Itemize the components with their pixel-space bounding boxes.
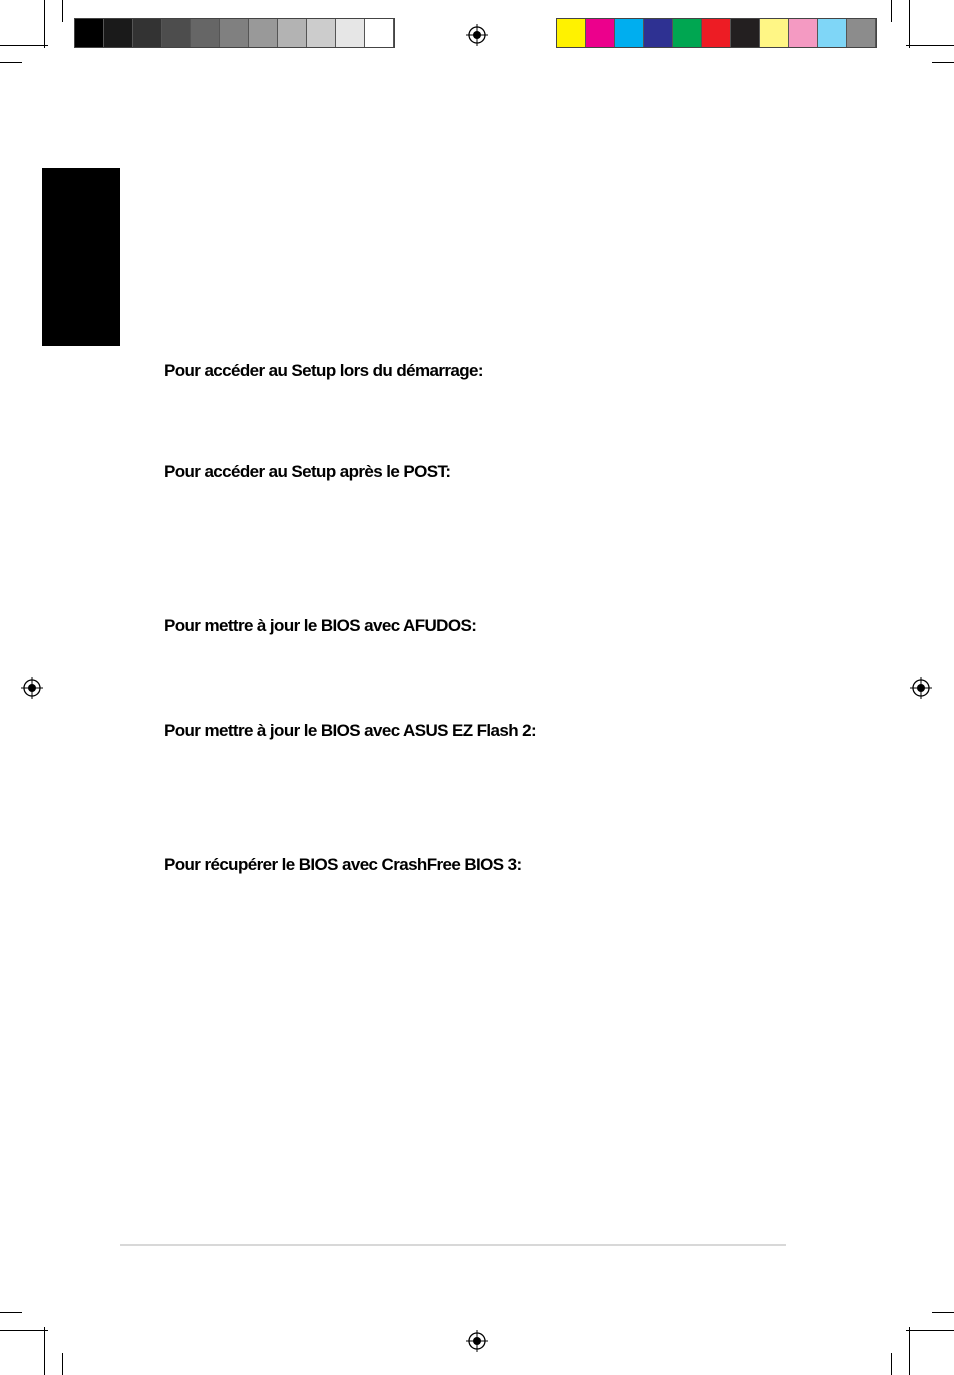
- crop-mark: [0, 1330, 48, 1331]
- crop-mark: [0, 45, 48, 46]
- color-swatch: [365, 19, 394, 47]
- heading-recover-bios-crashfree: Pour récupérer le BIOS avec CrashFree BIOS 3:: [164, 855, 522, 874]
- crop-mark: [0, 62, 22, 63]
- registration-mark-icon: [21, 677, 43, 699]
- color-swatch: [278, 19, 307, 47]
- crop-mark: [44, 0, 45, 48]
- footer-rule: [120, 1244, 786, 1246]
- color-swatch: [673, 19, 702, 47]
- color-swatch: [191, 19, 220, 47]
- crop-mark: [891, 1353, 892, 1375]
- color-swatch: [731, 19, 760, 47]
- registration-mark-icon: [466, 24, 488, 46]
- color-swatch: [133, 19, 162, 47]
- color-swatch: [104, 19, 133, 47]
- color-swatch: [615, 19, 644, 47]
- color-swatch: [644, 19, 673, 47]
- color-swatch: [847, 19, 876, 47]
- heading-enter-setup-after-post: Pour accéder au Setup après le POST:: [164, 462, 451, 481]
- color-swatch: [220, 19, 249, 47]
- crop-mark: [62, 0, 63, 22]
- color-swatch: [162, 19, 191, 47]
- section-tab: [42, 168, 120, 346]
- heading-update-bios-afudos: Pour mettre à jour le BIOS avec AFUDOS:: [164, 616, 477, 635]
- color-swatch: [818, 19, 847, 47]
- grayscale-calibration-bar: [74, 18, 395, 48]
- color-swatch: [789, 19, 818, 47]
- heading-update-bios-ez-flash: Pour mettre à jour le BIOS avec ASUS EZ Flash 2:: [164, 721, 537, 740]
- crop-mark: [62, 1353, 63, 1375]
- registration-mark-icon: [910, 677, 932, 699]
- crop-mark: [906, 45, 954, 46]
- color-swatch: [336, 19, 365, 47]
- color-swatch: [702, 19, 731, 47]
- color-swatch: [760, 19, 789, 47]
- crop-mark: [906, 1330, 954, 1331]
- crop-mark: [932, 62, 954, 63]
- color-swatch: [307, 19, 336, 47]
- color-swatch: [249, 19, 278, 47]
- crop-mark: [909, 0, 910, 48]
- crop-mark: [891, 0, 892, 22]
- color-swatch: [586, 19, 615, 47]
- crop-mark: [0, 1312, 22, 1313]
- color-swatch: [557, 19, 586, 47]
- color-calibration-bar: [556, 18, 877, 48]
- crop-mark: [932, 1312, 954, 1313]
- registration-mark-icon: [466, 1330, 488, 1352]
- heading-enter-setup-startup: Pour accéder au Setup lors du démarrage:: [164, 361, 483, 380]
- crop-mark: [44, 1327, 45, 1375]
- color-swatch: [75, 19, 104, 47]
- crop-mark: [909, 1327, 910, 1375]
